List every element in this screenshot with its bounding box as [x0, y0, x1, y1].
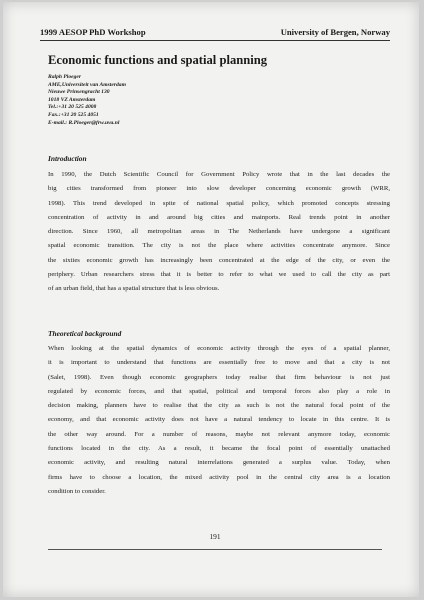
text-line: decision making, planners have to realise that the city as such is not the natural focal point of the	[48, 402, 390, 410]
author-name: Ralph Ploeger	[48, 74, 82, 80]
text-line: 1998). This trend developed in spite of national spatial policy, which promoted concepts stressing	[48, 199, 390, 207]
section-title-introduction: Introduction	[48, 154, 87, 163]
scanned-page	[3, 2, 419, 597]
text-line: the other way around. For a number of reasons, maybe not relevant anymore today, economic	[48, 430, 390, 438]
text-line: it is important to understand that functions are essentially free to move and that a city is not	[48, 359, 390, 367]
author-affiliation: AME,Universiteit van Amsterdam	[48, 81, 126, 88]
section-title-theoretical-background: Theoretical background	[48, 329, 122, 338]
text-line: In 1990, the Dutch Scientific Council for Government Policy wrote that in the last decades the	[48, 171, 390, 178]
text-line: the sixties economic growth has increasingly been concentrated at the edge of the city, or even the	[48, 256, 390, 264]
header-university: University of Bergen, Norway	[280, 27, 390, 37]
text-line: concentration of activity in and around big cities and mainports. Real trends point in another	[48, 213, 390, 221]
running-header	[40, 27, 390, 38]
paragraph-theoretical-background	[48, 342, 390, 499]
paragraph-introduction	[48, 168, 390, 297]
author-block	[48, 74, 126, 127]
page-number: 191	[209, 532, 221, 541]
author-fax: Fax.:+31 20 525 4051	[48, 111, 99, 118]
paper-title: Economic functions and spatial planning	[48, 53, 268, 67]
text-line: economic activity, and resulting natural interrelations generated a surplus value. Today, when	[48, 459, 390, 467]
author-email: E-mail.: R.Ploeger@frw.uva.nl	[48, 119, 120, 126]
header-workshop: 1999 AESOP PhD Workshop	[40, 27, 146, 37]
author-street: Nieuwe Prinsengracht 130	[48, 89, 110, 96]
header-rule	[40, 40, 390, 41]
text-line: spatial economic transition. The city is not the place where activities concentrate anymore. Since	[48, 242, 390, 250]
text-line: economy, and that economic activity does not have a natural tendency to locate in this centre. It is	[48, 416, 390, 424]
footer-rule	[48, 549, 382, 550]
text-line: condition to consider.	[48, 487, 106, 495]
text-line: regulated by economic forces, and that spatial, political and temporal forces also play a role in	[48, 387, 390, 395]
text-line: periphery. Urban researchers stress that it is better to refer to what we used to call the city as part	[48, 271, 390, 279]
text-line: (Salet, 1998). Even though economic geographers today realise that firm behaviour is not just	[48, 373, 390, 381]
text-line: functions located in the city. As a result, it became the focal point of essentially unattached	[48, 445, 390, 453]
author-city: 1018 VZ Amsterdam	[48, 96, 96, 103]
text-line: When looking at the spatial dynamics of economic activity through the eyes of a spatial planner,	[48, 345, 390, 352]
author-phone: Tel.:+31 20 525 4008	[48, 104, 97, 111]
text-line: firms have to choose a location, the mixed activity pool in the central city area is a location	[48, 473, 390, 481]
text-line: big cities transformed from pioneer into slow developer concerning economic growth (WRR,	[48, 185, 390, 193]
text-line: direction. Since 1960, all metropolitan areas in The Netherlands have undergone a significant	[48, 228, 390, 236]
text-line: of an urban field, that has a spatial structure that is less obvious.	[48, 285, 220, 293]
